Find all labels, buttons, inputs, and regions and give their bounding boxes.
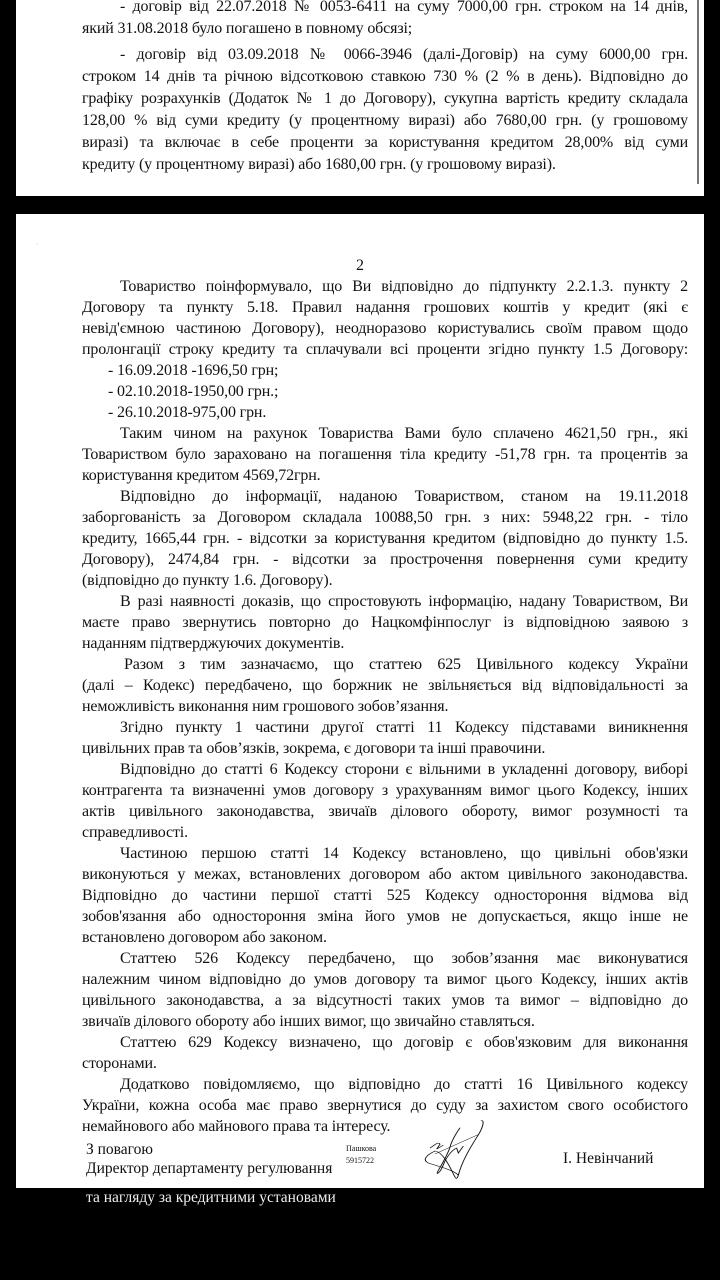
text-line: звичаїв ділового обороту або інших вимог, що звичайно ставляться. xyxy=(82,1013,535,1030)
text-line: кредиту, 1665,44 грн. - відсотки за користування кредитом (відповідно до пункту 1.5. xyxy=(82,530,688,547)
text-line: заборгованість за Договором складала 10088,50 грн. з них: 5948,22 грн. - тіло xyxy=(82,509,688,526)
closing-regards: З повагою xyxy=(86,1141,153,1158)
text-line: наданням підтверджуючих документів. xyxy=(82,635,345,652)
page-edge-line xyxy=(697,0,699,184)
text-line: Статтею 629 Кодексу визначено, що договір є обов'язковим для виконання xyxy=(120,1034,688,1051)
scan-speck: · xyxy=(36,240,39,249)
text-line: Товариством було зараховано на погашення тіла кредиту -51,78 грн. та процентів за xyxy=(82,446,688,463)
signatory-position: та нагляду за кредитними установами xyxy=(86,1189,336,1206)
text-line: Товариство поінформувало, що Ви відповідно до підпункту 2.2.1.3. пункту 2 xyxy=(120,278,688,295)
document-page-2 xyxy=(16,214,704,1188)
text-line: неможливість виконання ним грошового зобов’язання. xyxy=(82,698,449,715)
text-line: Договору та пункту 5.18. Правил надання грошових коштів у кредит (які є xyxy=(82,299,688,316)
text-line: виконуються у межах, встановлених договором або актом цивільного законодавства. xyxy=(82,866,688,883)
text-line: який 31.08.2018 було погашено в повному обсязі; xyxy=(82,20,413,37)
text-line: (відповідно до пункту 1.6. Договору). xyxy=(82,572,333,589)
text-line: графіку розрахунків (Додаток № 1 до Договору), сукупна вартість кредиту складала xyxy=(82,90,688,107)
text-line: В разі наявності доказів, що спростовують інформацію, надану Товариством, Ви xyxy=(120,593,688,610)
page-number: 2 xyxy=(356,257,364,274)
signatory-position: Директор департаменту регулювання xyxy=(86,1160,333,1177)
text-line: кредиту (у процентному виразі) або 1680,00 грн. (у грошовому виразі). xyxy=(82,156,556,173)
text-line: цивільного законодавства, а за відсутності таких умов та вимог – відповідно до xyxy=(82,992,688,1009)
text-line: 128,00 % від суми кредиту (у процентному виразі) або 7680,00 грн. (у грошовому xyxy=(82,112,688,129)
document-page-1 xyxy=(16,0,704,196)
text-line: виразі) та включає в себе проценти за користування кредитом 28,00% від суми xyxy=(82,134,688,151)
text-line: строком 14 днів та річною відсотковою ставкою 730 % (2 % в день). Відповідно до xyxy=(82,68,688,85)
text-line: Згідно пункту 1 частини другої статті 11 Кодексу підставами виникнення xyxy=(120,719,688,736)
text-line: немайнового або майнового права та інтересу. xyxy=(82,1118,391,1135)
text-line: пролонгації строку кредиту та сплачували всі проценти згідно пункту 1.5 Договору: xyxy=(82,341,688,358)
text-line: Договору), 2474,84 грн. - відсотки за прострочення повернення суми кредиту xyxy=(82,551,688,568)
text-line: невід'ємною частиною Договору), неодноразово користувались своїм правом щодо xyxy=(82,320,688,337)
executor-phone: 5915722 xyxy=(346,1156,374,1165)
payment-item: - 16.09.2018 -1696,50 грн; xyxy=(108,362,279,379)
text-line: - договір від 22.07.2018 № 0053-6411 на суму 7000,00 грн. строком на 14 днів, xyxy=(120,0,688,15)
text-line: встановлено договором або законом. xyxy=(82,929,327,946)
text-line: контрагента та визначенні умов договору з урахуванням вимог цього Кодексу, інших xyxy=(82,782,688,799)
text-line: маєте право звернутись повторно до Нацкомфінпослуг із відповідною заявою з xyxy=(82,614,688,631)
text-line: України, кожна особа має право звернутися до суду за захистом свого особистого xyxy=(82,1097,688,1114)
text-line: зобов'язання або одностороння зміна його умов не допускається, якщо інше не xyxy=(82,908,688,925)
text-line: (далі – Кодекс) передбачено, що боржник не звільняється від відповідальності за xyxy=(82,677,688,694)
text-line: Відповідно до частини першої статті 525 Кодексу одностороння відмова від xyxy=(82,887,688,904)
text-line: Відповідно до інформації, наданою Товариством, станом на 19.11.2018 xyxy=(120,488,688,505)
text-line: Частиною першою статті 14 Кодексу встановлено, що цивільні обов'язки xyxy=(120,845,688,862)
text-line: актів цивільного законодавства, звичаїв ділового обороту, вимог розумності та xyxy=(82,803,688,820)
text-line: сторонами. xyxy=(82,1055,157,1072)
text-line: - договір від 03.09.2018 № 0066-3946 (далі-Договір) на суму 6000,00 грн. xyxy=(120,46,688,63)
signatory-name: І. Невінчаний xyxy=(563,1150,654,1167)
text-line: справедливості. xyxy=(82,824,188,841)
text-line: Таким чином на рахунок Товариства Вами було сплачено 4621,50 грн., які xyxy=(120,425,688,442)
executor-name: Пашкова xyxy=(346,1144,377,1153)
text-line: Статтею 526 Кодексу передбачено, що зобов’язання має виконуватися xyxy=(120,950,688,967)
payment-item: - 02.10.2018-1950,00 грн.; xyxy=(108,383,279,400)
payment-item: - 26.10.2018-975,00 грн. xyxy=(108,404,267,421)
text-line: Відповідно до статті 6 Кодексу сторони є вільними в укладенні договору, виборі xyxy=(120,761,688,778)
text-line: користування кредитом 4569,72грн. xyxy=(82,467,321,484)
text-line: Разом з тим зазначаємо, що статтею 625 Цивільного кодексу України xyxy=(124,656,688,673)
text-line: цивільних прав та обов’язків, зокрема, є договори та інші правочини. xyxy=(82,740,546,757)
text-line: належним чином відповідно до умов договору та вимог цього Кодексу, інших актів xyxy=(82,971,688,988)
text-line: Додатково повідомляємо, що відповідно до статті 16 Цивільного кодексу xyxy=(120,1076,688,1093)
handwritten-signature xyxy=(410,1118,510,1186)
